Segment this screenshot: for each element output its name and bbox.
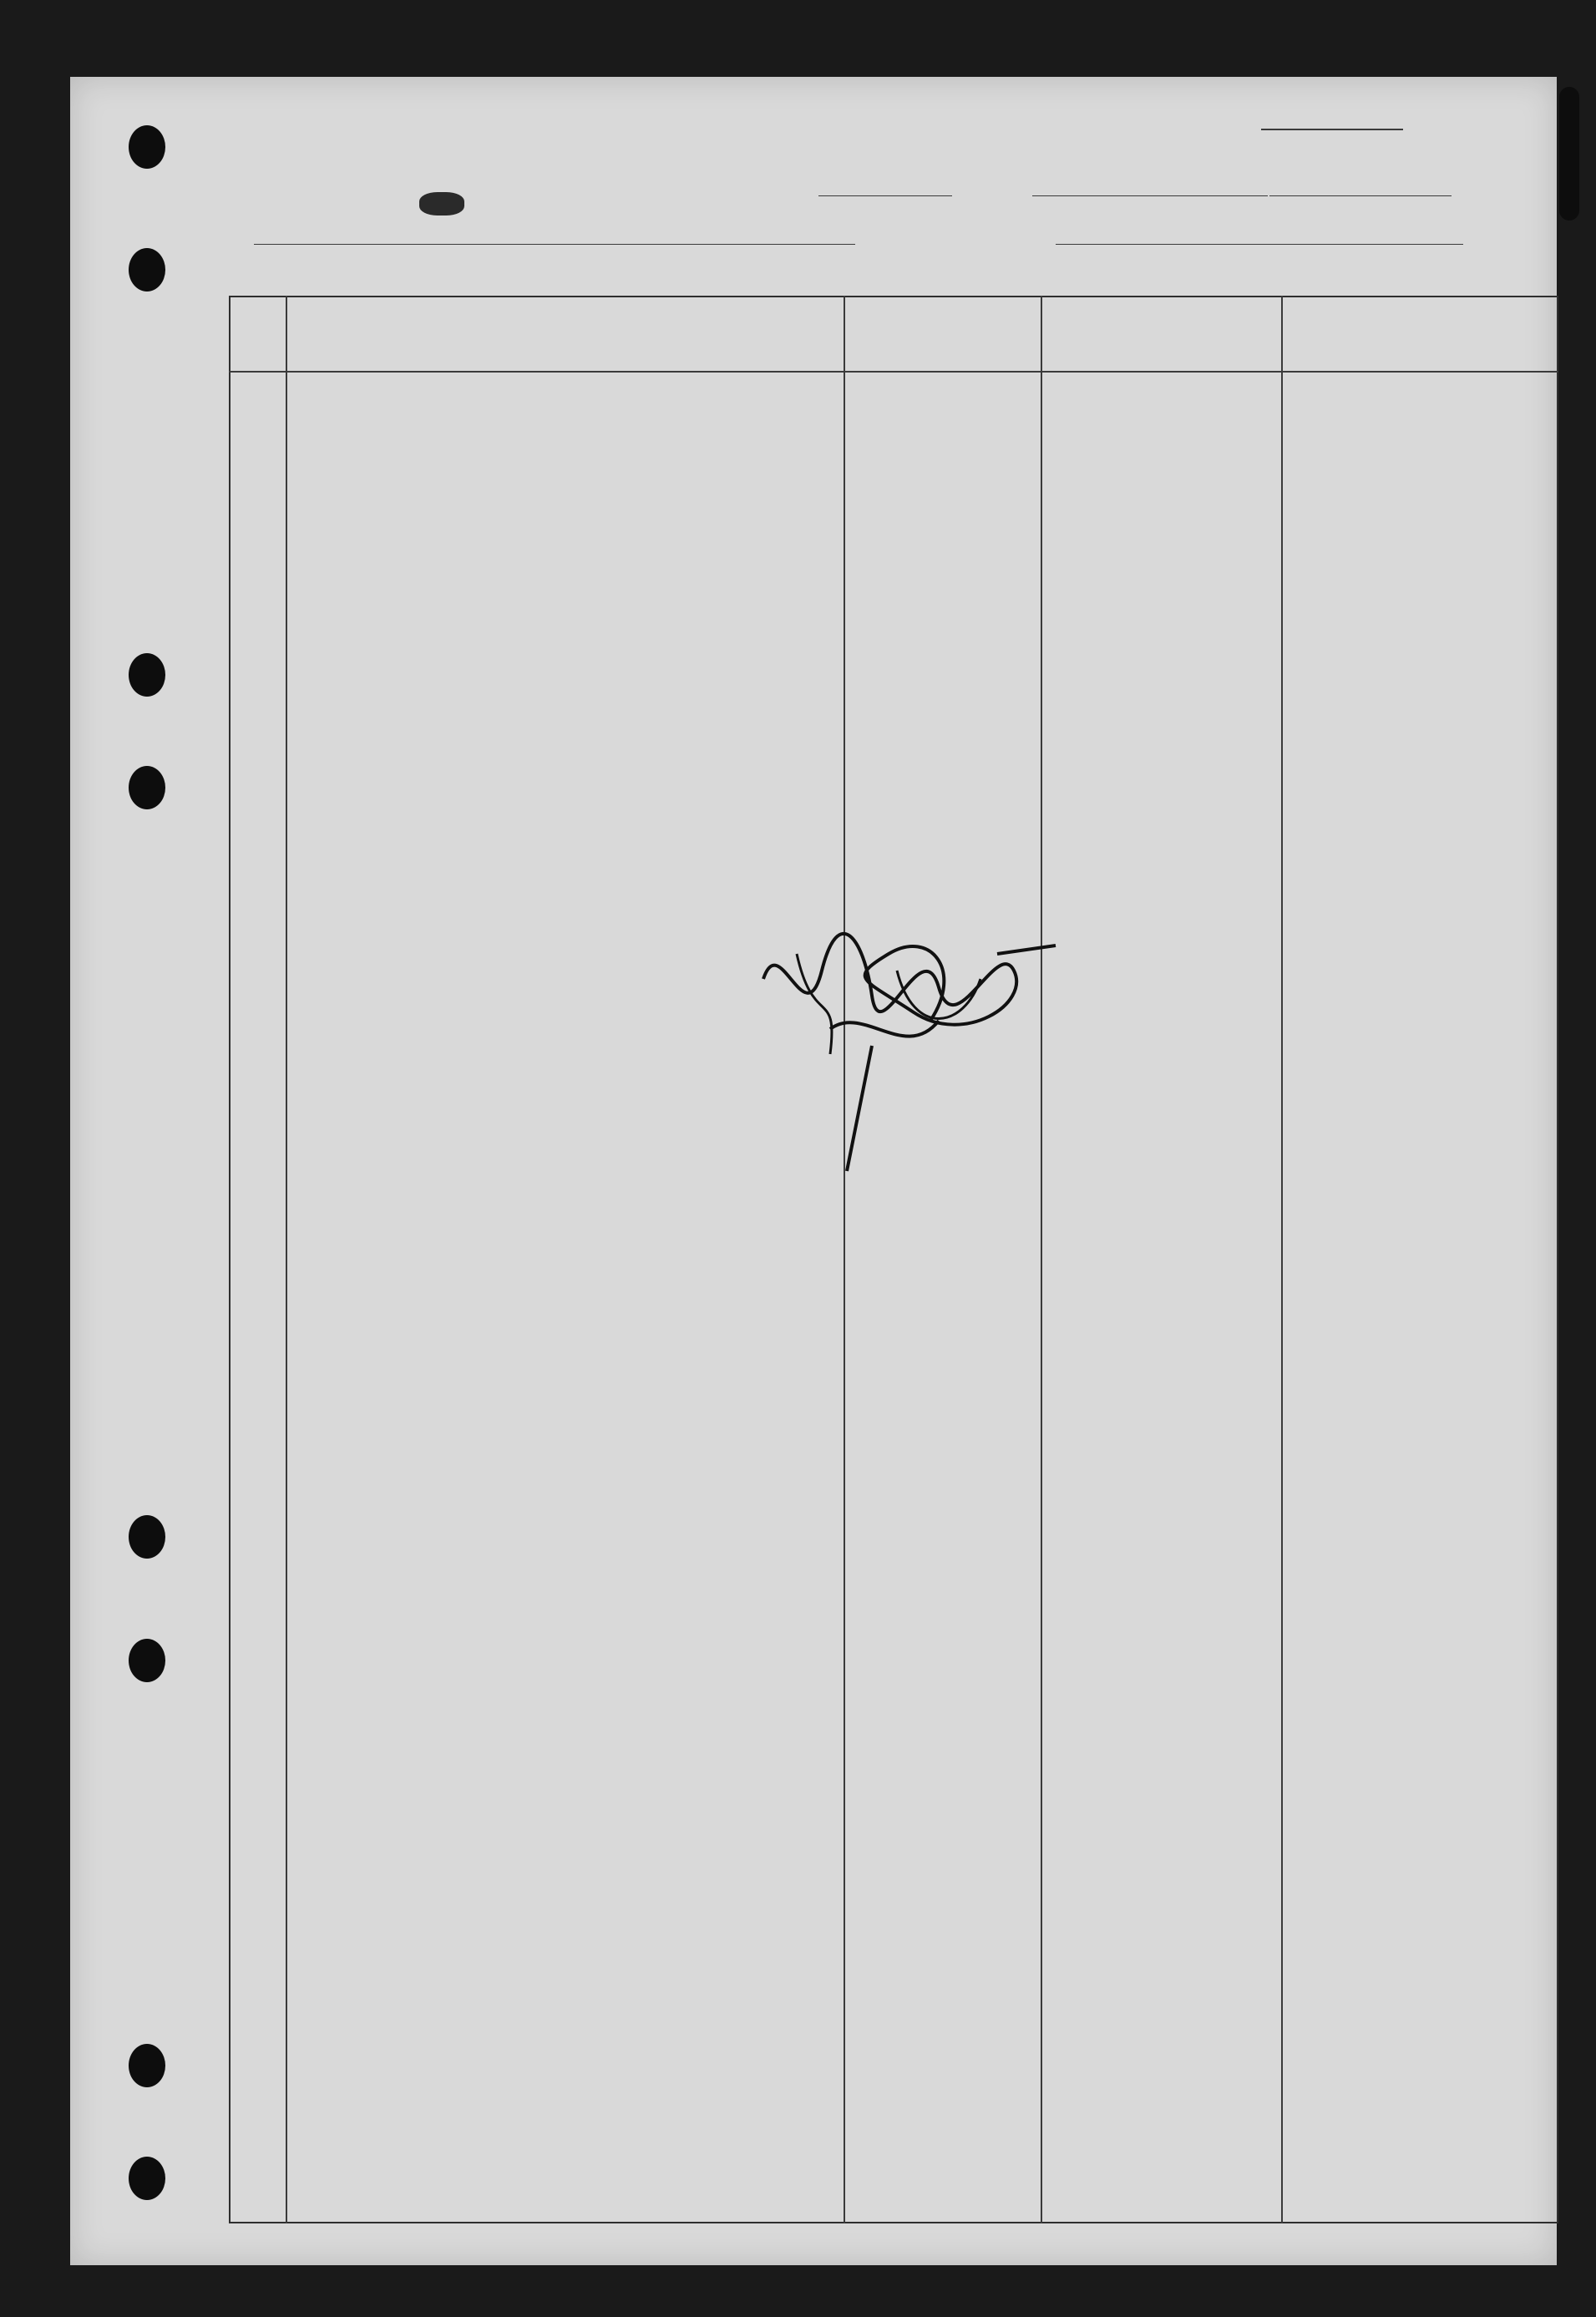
redaction-blot <box>419 192 464 215</box>
manifest-table <box>229 296 1558 2223</box>
header-bottom-rule <box>229 371 1558 373</box>
punch-hole <box>129 125 165 169</box>
col-divider-line <box>286 296 287 2223</box>
punch-hole <box>129 248 165 292</box>
col-divider-bags <box>1281 296 1283 2223</box>
punch-hole <box>129 2044 165 2087</box>
punch-hole <box>129 1515 165 1559</box>
punch-hole <box>129 1639 165 1682</box>
manifest-page <box>70 77 1557 2265</box>
col-divider-doc <box>1041 296 1042 2223</box>
officer-scribble <box>747 920 1131 1196</box>
punch-hole <box>1559 87 1579 221</box>
punch-hole <box>129 2157 165 2200</box>
col-divider-name <box>844 296 845 2223</box>
punch-hole <box>129 766 165 809</box>
punch-hole <box>129 653 165 697</box>
